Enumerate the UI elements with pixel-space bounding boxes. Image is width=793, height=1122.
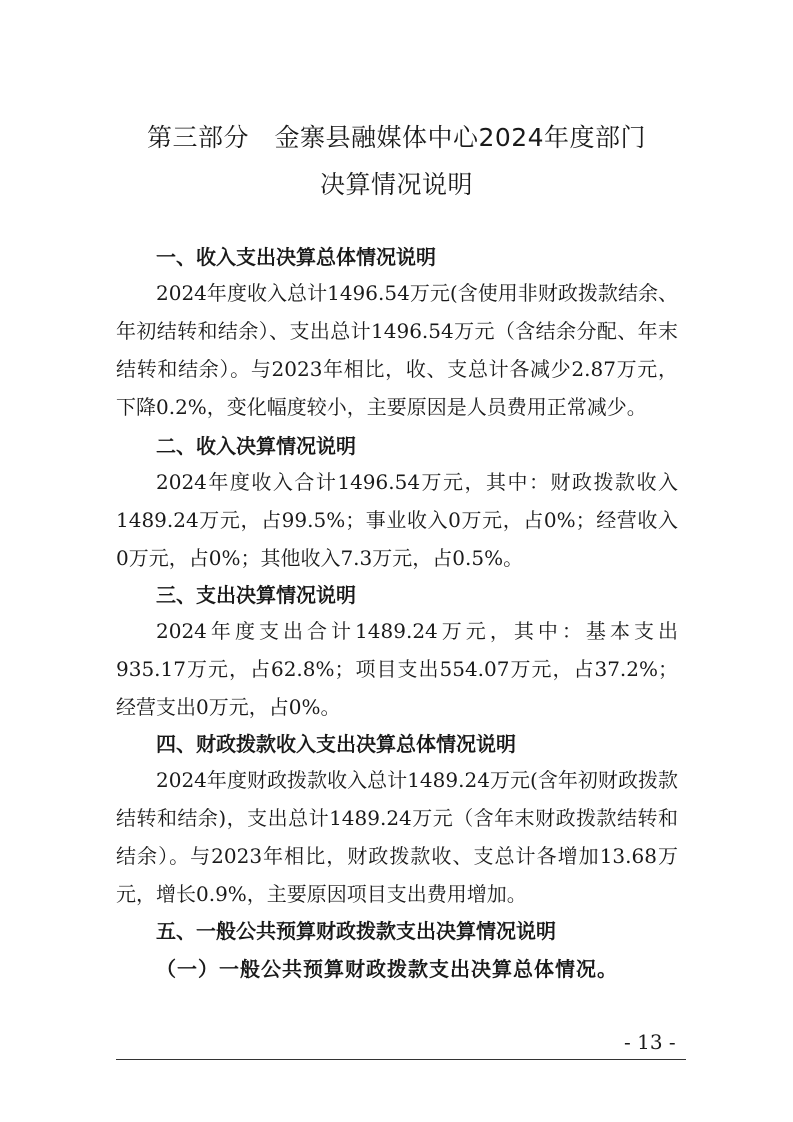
- page-number: - 13 -: [624, 1030, 676, 1054]
- section-3-heading: 三、支出决算情况说明: [156, 583, 356, 607]
- section-4-body: 2024年度财政拨款收入总计1489.24万元(含年初财政拨款结转和结余)，支出总计1489.24万元（含年末财政拨款结转和结余）。与2023年相比，财政拨款收、支总计各增加13.68万元，增长0.9%，主要原因项目支出费用增加。: [116, 768, 678, 906]
- section-2-body: 2024年度收入合计1496.54万元，其中：财政拨款收入1489.24万元，占99.5%；事业收入0万元，占0%；经营收入0万元，占0%；其他收入7.3万元，占0.5%。: [116, 470, 678, 570]
- section-5-heading: 五、一般公共预算财政拨款支出决算情况说明: [156, 919, 556, 943]
- section-1-heading: 一、收入支出决算总体情况说明: [156, 245, 436, 269]
- section-4-heading: 四、财政拨款收入支出决算总体情况说明: [156, 732, 516, 756]
- document-title-line-2: 决算情况说明: [319, 170, 473, 199]
- document-title-line-1: 第三部分 金寨县融媒体中心2024年度部门: [146, 123, 647, 152]
- section-3-body: 2024年度支出合计1489.24万元，其中：基本支出935.17万元，占62.8%；项目支出554.07万元，占37.2%；经营支出0万元，占0%。: [116, 619, 678, 719]
- section-1-body: 2024年度收入总计1496.54万元(含使用非财政拨款结余、年初结转和结余）、支出总计1496.54万元（含结余分配、年末结转和结余）。与2023年相比，收、支总计各减少2.87万元，下降0.2%，变化幅度较小，主要原因是人员费用正常减少。: [116, 281, 678, 419]
- section-5-subheading: （一）一般公共预算财政拨款支出决算总体情况。: [156, 957, 618, 981]
- section-2-heading: 二、收入决算情况说明: [156, 434, 356, 458]
- footer-divider: [116, 1059, 686, 1060]
